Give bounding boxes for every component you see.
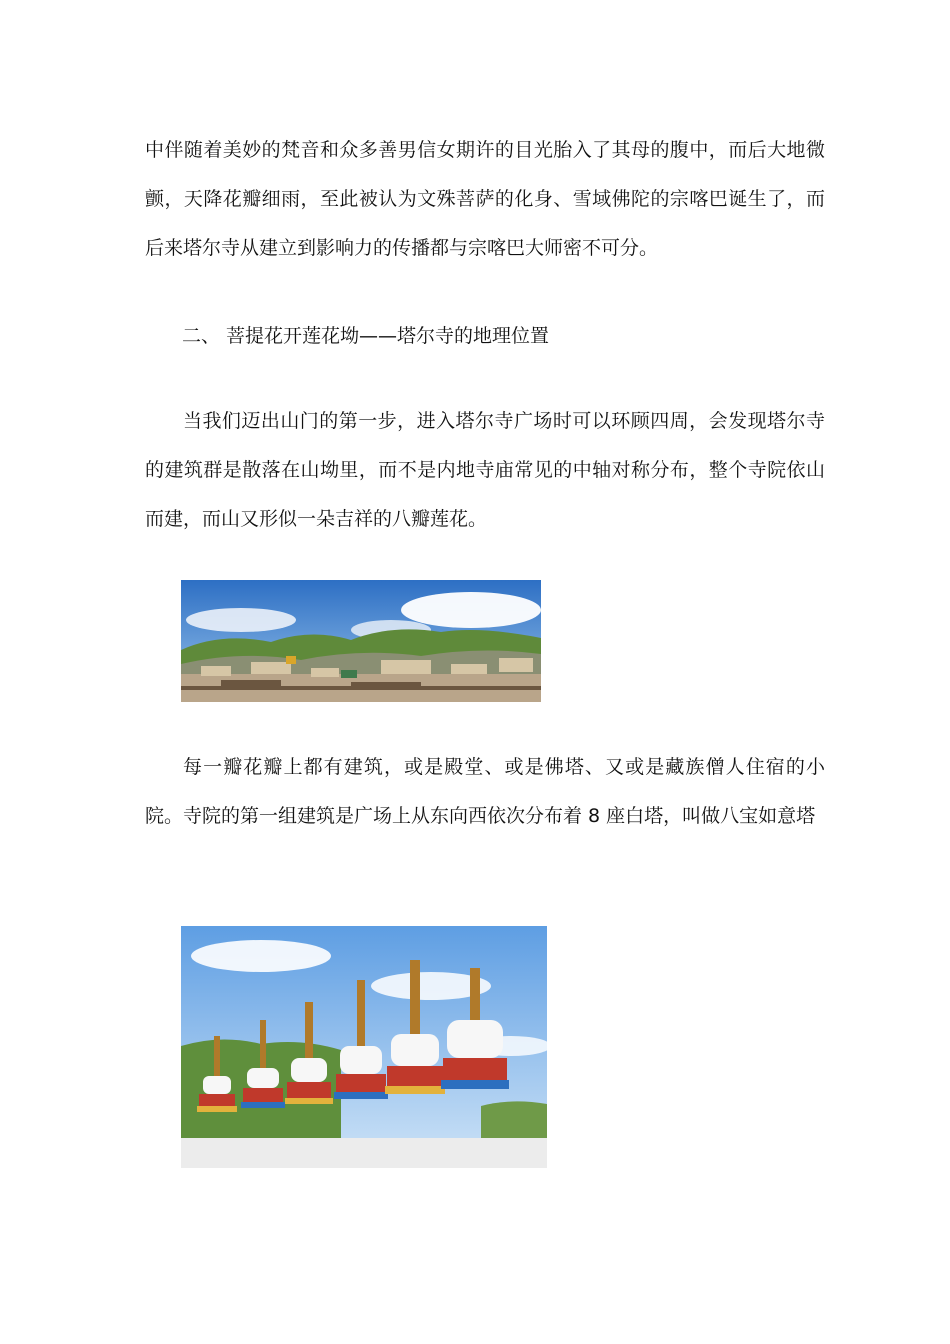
panorama-photo [181, 580, 541, 702]
paragraph-stupas: 每一瓣花瓣上都有建筑，或是殿堂、或是佛塔、又或是藏族僧人住宿的小院。寺院的第一组建筑是广场上从东向西依次分布着 8 座白塔，叫做八宝如意塔 [145, 756, 825, 827]
section-heading: 二、 菩提花开莲花坳——塔尔寺的地理位置 [182, 325, 550, 347]
stupas-photo [181, 926, 547, 1168]
paragraph-location: 当我们迈出山门的第一步，进入塔尔寺广场时可以环顾四周，会发现塔尔寺的建筑群是散落在山坳里，而不是内地寺庙常见的中轴对称分布，整个寺院依山而建，而山又形似一朵吉祥的八瓣莲花。 [145, 410, 825, 530]
paragraph-intro: 中伴随着美妙的梵音和众多善男信女期许的目光胎入了其母的腹中，而后大地微颤，天降花瓣细雨，至此被认为文殊菩萨的化身、雪域佛陀的宗喀巴诞生了，而后来塔尔寺从建立到影响力的传播都与宗喀巴大师密不可分。 [145, 139, 825, 259]
